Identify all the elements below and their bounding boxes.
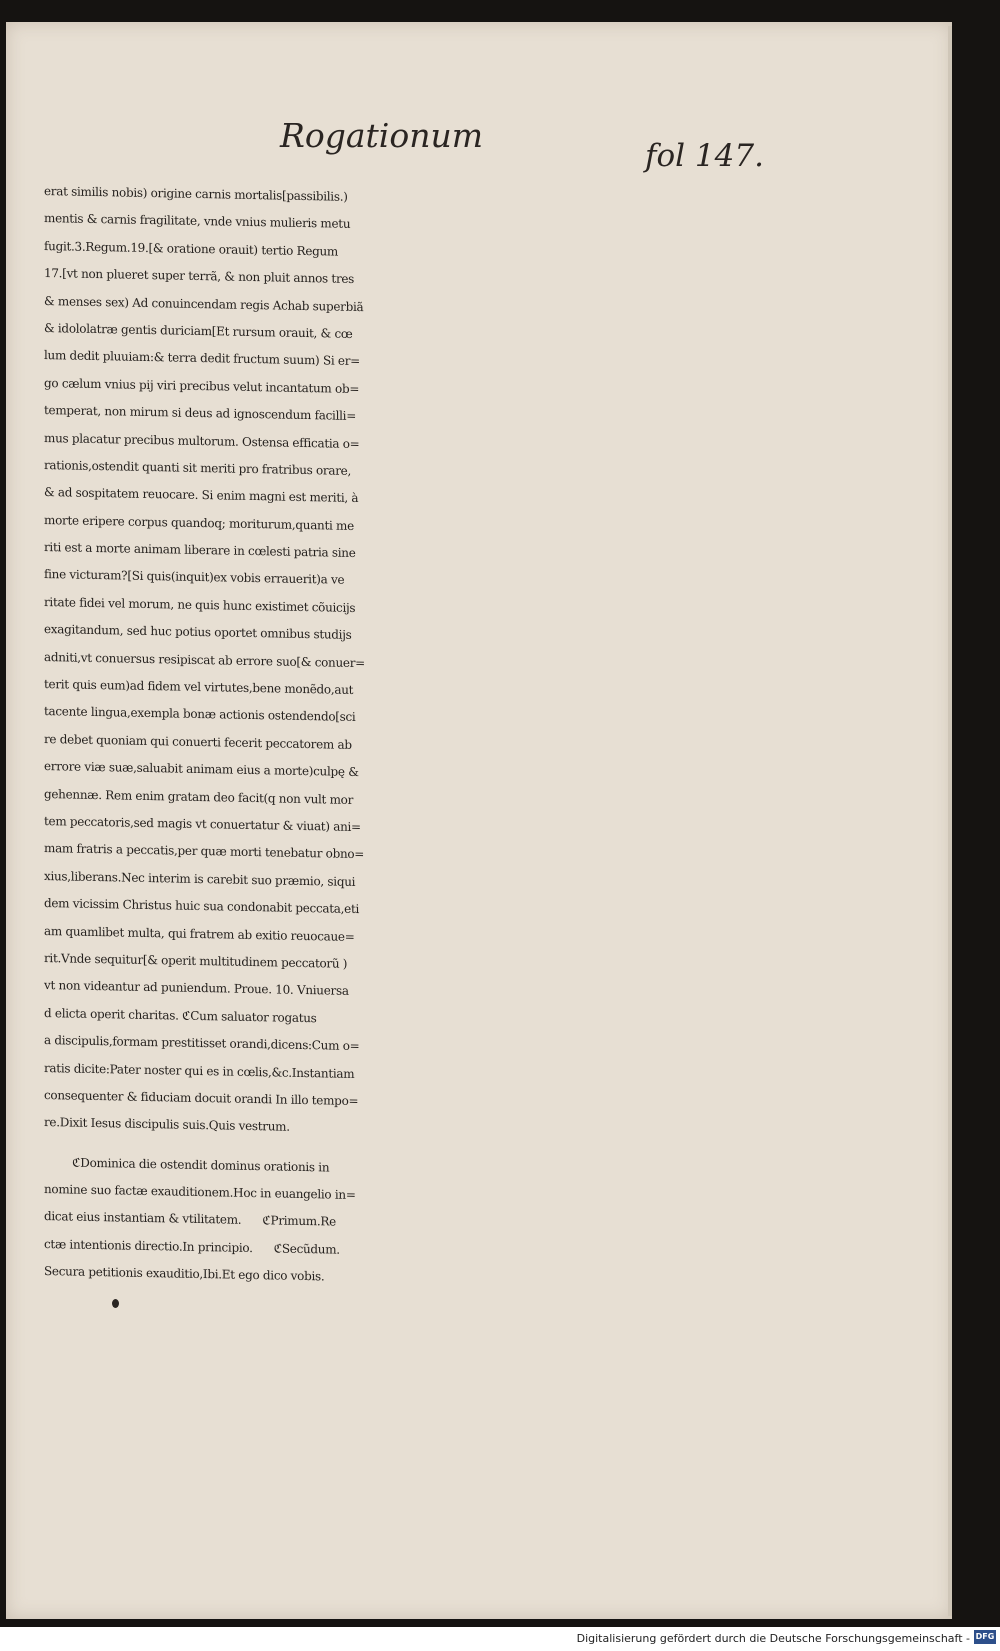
text-line: temperat, non mirum si deus ad ignoscendum facilli= xyxy=(44,403,356,424)
text-line: terit quis eum)ad fidem vel virtutes,bene monẽdo,aut xyxy=(44,677,354,697)
text-line: tem peccatoris,sed magis vt conuertatur & viuat) ani= xyxy=(44,813,361,835)
text-line: morte eripere corpus quandoq; moriturum,quanti me xyxy=(44,512,354,533)
text-line: & menses sex) Ad conuincendam regis Achab superbiã xyxy=(44,293,364,314)
text-line: nomine suo factæ exauditionem.Hoc in euangelio in= xyxy=(44,1182,356,1203)
text-line: 17.[vt non plueret super terrã, & non pluit annos tres xyxy=(44,266,355,287)
text-line: & idololatræ gentis duriciam[Et rursum orauit, & cœ xyxy=(44,320,353,341)
text-line: ratis dicite:Pater noster qui es in cœlis,&c.Instantiam xyxy=(44,1060,355,1081)
text-line: ritate fidei vel morum, ne quis hunc existimet cõuicijs xyxy=(44,594,356,615)
running-head: Rogationum xyxy=(280,116,483,155)
text-line: lum dedit pluuiam:& terra dedit fructum suum) Si er= xyxy=(44,348,360,369)
text-line: am quamlibet multa, qui fratrem ab exitio reuocaue= xyxy=(44,923,355,944)
text-line: dem vicissim Christus huic sua condonabit peccata,eti xyxy=(44,896,360,917)
dfg-logo-icon: DFG xyxy=(974,1630,996,1644)
text-line: d elicta operit charitas. ℭCum saluator rogatus xyxy=(44,1005,317,1025)
footer-credit: Digitalisierung gefördert durch die Deutsche Forschungsgemeinschaft - xyxy=(576,1632,970,1645)
ink-dot xyxy=(112,1299,119,1308)
text-line: rationis,ostendit quanti sit meriti pro fratribus orare, xyxy=(44,457,351,478)
text-line: vt non videantur ad puniendum. Proue. 10. Vniuersa xyxy=(44,978,349,999)
text-line: re debet quoniam qui conuerti fecerit peccatorem ab xyxy=(44,731,352,752)
text-line: mus placatur precibus multorum. Ostensa efficatia o= xyxy=(44,430,360,451)
text-line: adniti,vt conuersus resipiscat ab errore suo[& conuer= xyxy=(44,649,365,670)
text-line: re.Dixit Iesus discipulis suis.Quis vestrum. xyxy=(44,1115,290,1134)
text-line: erat similis nobis) origine carnis mortalis[passibilis.) xyxy=(44,184,348,204)
text-line: errore viæ suæ,saluabit animam eius a morte)culpę & xyxy=(44,759,359,780)
text-line: mentis & carnis fragilitate, vnde vnius mulieris metu xyxy=(44,211,351,232)
text-line: tacente lingua,exempla bonæ actionis ostendendo[sci xyxy=(44,704,356,725)
text-line: gehennæ. Rem enim gratam deo facit(q non vult mor xyxy=(44,786,354,807)
text-line: dicat eius instantiam & vtilitatem. ℭPrimum.Re xyxy=(44,1209,336,1230)
text-line: fugit.3.Regum.19.[& oratione orauit) tertio Regum xyxy=(44,238,339,259)
text-line: a discipulis,formam prestitisset orandi,dicens:Cum o= xyxy=(44,1033,360,1054)
text-line: fine victuram?[Si quis(inquit)ex vobis errauerit)a ve xyxy=(44,567,345,588)
text-line: exagitandum, sed huc potius oportet omnibus studijs xyxy=(44,622,352,643)
text-line: consequenter & fiduciam docuit orandi In illo tempo= xyxy=(44,1087,359,1108)
text-line: ctæ intentionis directio.In principio. ℭSecũdum. xyxy=(44,1236,340,1257)
text-line: riti est a morte animam liberare in cœlesti patria sine xyxy=(44,540,356,561)
text-line: & ad sospitatem reuocare. Si enim magni est meriti, à xyxy=(44,485,359,506)
text-line: rit.Vnde sequitur[& operit multitudinem peccatorũ ) xyxy=(44,950,348,971)
text-line: go cælum vnius pij viri precibus velut incantatum ob= xyxy=(44,375,360,396)
text-line: mam fratris a peccatis,per quæ morti tenebatur obno= xyxy=(44,841,365,862)
text-line: xius,liberans.Nec interim is carebit suo præmio, siqui xyxy=(44,868,356,889)
body-text xyxy=(44,178,772,1300)
text-line: Secura petitionis exauditio,Ibi.Et ego dico vobis. xyxy=(44,1264,325,1284)
page-edge xyxy=(948,26,952,1616)
text-line: ℭDominica die ostendit dominus orationis in xyxy=(44,1154,330,1175)
folio-number: fol 147. xyxy=(645,138,764,174)
